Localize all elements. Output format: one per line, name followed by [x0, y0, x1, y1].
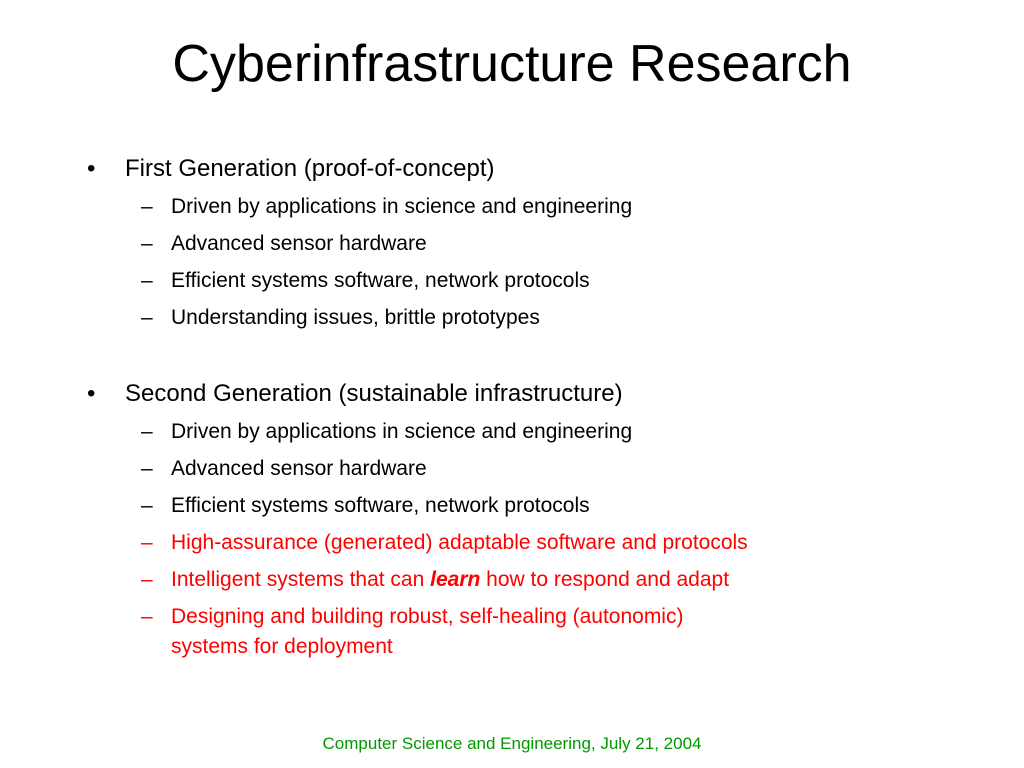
bullet-heading: First Generation (proof-of-concept) [125, 155, 495, 182]
dash-icon: – [141, 232, 153, 255]
slide-footer: Computer Science and Engineering, July 21, 2004 [322, 734, 702, 753]
slide-title: Cyberinfrastructure Research [172, 35, 852, 93]
dash-icon: – [141, 457, 153, 480]
dash-icon: – [141, 420, 153, 443]
dash-icon: – [141, 568, 153, 591]
dash-icon: – [141, 494, 153, 517]
sub-item-emphasis: learn [430, 568, 481, 591]
sub-item-text: Driven by applications in science and engineering [171, 195, 633, 218]
bullet-icon: • [87, 380, 96, 407]
sub-item-text: Advanced sensor hardware [171, 457, 427, 480]
sub-item-text: Efficient systems software, network protocols [171, 494, 590, 517]
dash-icon: – [141, 306, 153, 329]
bullet-heading: Second Generation (sustainable infrastructure) [125, 380, 623, 407]
sub-item-text-after: how to respond and adapt [480, 568, 730, 591]
sub-item-text: High-assurance (generated) adaptable software and protocols [171, 531, 748, 554]
dash-icon: – [141, 195, 153, 218]
sub-item-text: Driven by applications in science and engineering [171, 420, 633, 443]
sub-item-text: Advanced sensor hardware [171, 232, 427, 255]
dash-icon: – [141, 605, 153, 628]
sub-item-text [171, 567, 729, 593]
sub-item-text-before: Intelligent systems that can [171, 568, 431, 591]
dash-icon: – [141, 269, 153, 292]
dash-icon: – [141, 531, 153, 554]
sub-item-text-line2: systems for deployment [171, 635, 393, 658]
sub-item-text: Understanding issues, brittle prototypes [171, 306, 540, 329]
sub-item-text-line1: Designing and building robust, self-healing (autonomic) [171, 605, 684, 628]
bullet-icon: • [87, 155, 96, 182]
sub-item-text: Efficient systems software, network protocols [171, 269, 590, 292]
